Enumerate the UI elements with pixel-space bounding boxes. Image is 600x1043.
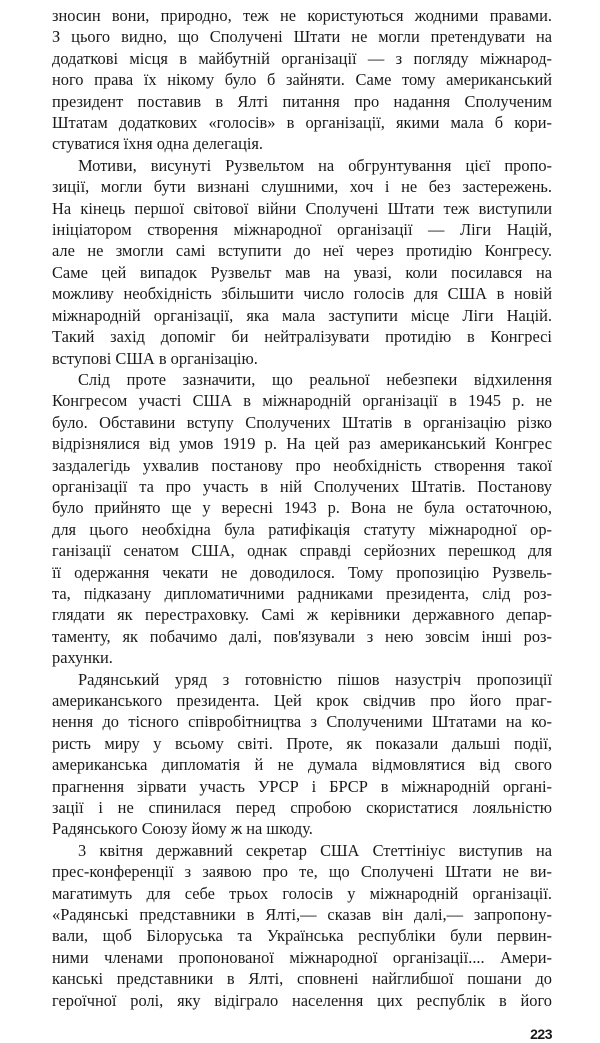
text-line: 3 квітня державний секретар США Стеттініус виступив на [78, 840, 552, 860]
text-line: магатимуть для себе трьох голосів у міжнародній організації. [52, 883, 552, 903]
text-line: та, підказану дипломатичними радниками президента, слід роз- [52, 583, 552, 603]
text-line: було. Обставини вступу Сполучених Штатів в організацію різко [52, 412, 552, 432]
text-line: але не змогли самі вступити до неї через протидію Конгресу. [52, 241, 552, 261]
text-line: ініціатором створення міжнародної організації — Ліги Націй, [52, 220, 552, 240]
text-line: Штатам додаткових «голосів» в організації, якими мала б кори- [52, 113, 552, 133]
text-line: зносин вони, природно, теж не користуються жодними правами. [52, 6, 552, 25]
text-line: президент поставив в Ялті питання про надання Сполученим [52, 91, 552, 111]
text-line: заздалегідь ухвалив постанову про необхідність створення такої [52, 455, 552, 475]
text-line: американська дипломатія й не думала відмовлятися від свого [52, 755, 552, 775]
paragraph [52, 669, 552, 840]
text-line: відрізнялися від умов 1919 р. На цей раз американський Конгрес [52, 434, 552, 454]
text-line: зації і не спинилася перед спробою скористатися лояльністю [52, 798, 552, 818]
paragraph [52, 840, 552, 1011]
text-line: канські представники в Ялті, сповнені найглибшої пошани до [52, 969, 552, 989]
text-line: Радянського Союзу йому ж на шкоду. [52, 819, 313, 839]
text-line: ного права їх нікому було б зайняти. Саме тому американський [52, 70, 552, 90]
text-line: Мотиви, висунуті Рузвельтом на обгрунтування цієї пропо- [78, 155, 552, 175]
paragraph [52, 155, 552, 369]
text-line: американського президента. Цей крок свідчив про його праг- [52, 691, 552, 710]
text-line: З цього видно, що Сполучені Штати не могли претендувати на [52, 27, 552, 47]
text-line: прагнення зірвати участь УРСР і БРСР в міжнародній органі- [52, 776, 552, 796]
paragraph [52, 5, 552, 155]
text-line: таменту, як побачимо далі, пов'язували з нею зовсім інші роз- [52, 626, 552, 646]
text-line: прес-конференції з заявою про те, що Сполучені Штати не ви- [52, 862, 552, 882]
text-line: вступові США в організацію. [52, 348, 258, 368]
text-line: міжнародній організації, яка мала заступити місце Ліги Націй. [52, 305, 552, 325]
text-line: було прийнято ще у вересні 1943 р. Вона не була остаточною, [52, 498, 552, 518]
text-line: нення до тісного співробітництва з Сполученими Штатами на ко- [52, 712, 552, 732]
text-line: стуватися їхня одна делегація. [52, 134, 264, 154]
text-line: вали, щоб Білоруська та Українська республіки були первин- [52, 926, 552, 946]
text-line: «Радянські представники в Ялті,— сказав він далі,— запропону- [52, 905, 552, 925]
text-line: Слід проте зазначити, що реальної небезпеки відхилення [78, 369, 552, 389]
text-line: Конгресом участі США в міжнародній організації в 1945 р. не [52, 391, 552, 411]
text-line: глядати як перестраховку. Самі ж керівники державного депар- [52, 605, 552, 625]
text-line: додаткові місця в майбутній організації — з погляду міжнарод- [52, 48, 552, 68]
text-line: для цього необхідна була ратифікація статуту міжнародної ор- [52, 519, 552, 539]
text-line: Такий захід допоміг би нейтралізувати протидію в Конгресі [52, 327, 552, 347]
paragraph [52, 369, 552, 669]
text-line: Радянський уряд з готовністю пішов назустріч пропозиції [78, 669, 552, 689]
text-line: її одержання чекати не доводилося. Тому пропозицію Рузвель- [52, 562, 552, 582]
page-number: 223 [530, 1026, 552, 1043]
text-line: ганізації сенатом США, однак справді серйозних перешкод для [52, 541, 552, 561]
text-line: Саме цей випадок Рузвельт мав на увазі, коли посилався на [52, 262, 552, 282]
page [52, 0, 552, 1043]
text-line: зиції, могли бути визнані слушними, хоч і не без застережень. [52, 177, 552, 197]
text-line: ними членами пропонованої міжнародної організації.... Амери- [52, 947, 552, 967]
text-line: рахунки. [52, 648, 113, 668]
page-body [52, 5, 552, 1011]
text-line: На кінець першої світової війни Сполучені Штати теж виступили [52, 198, 552, 218]
text-line: організації та про участь в ній Сполучених Штатів. Постанову [52, 476, 552, 496]
text-line: героїчної ролі, яку відіграло населення цих республік в його [52, 990, 552, 1010]
text-line: ристь миру у всьому світі. Проте, як показали дальші події, [52, 733, 552, 753]
text-line: можливу необхідність збільшити число голосів для США в новій [52, 284, 552, 304]
